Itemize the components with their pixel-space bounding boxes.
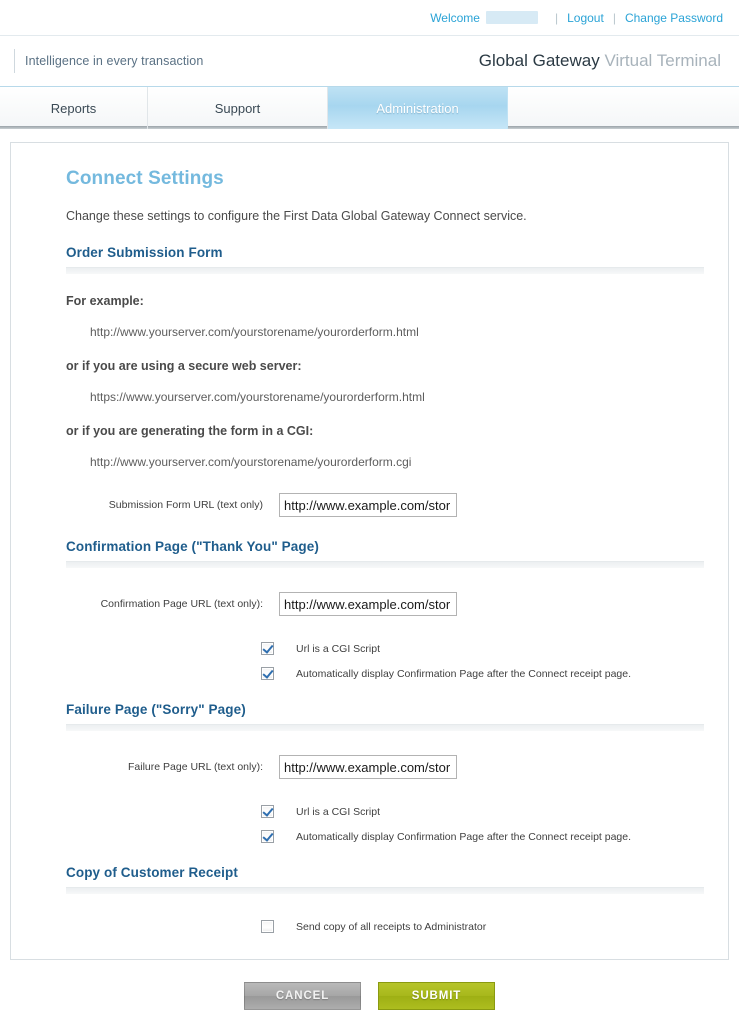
confirmation-page-url-label: Confirmation Page URL (text only): xyxy=(100,598,263,610)
order-submission-lead-2: or if you are using a secure web server: xyxy=(66,359,302,373)
tab-support[interactable] xyxy=(148,87,328,129)
tabbar-filler xyxy=(508,87,739,129)
order-submission-lead-1: For example: xyxy=(66,294,144,308)
section-divider-failure-page xyxy=(66,724,704,731)
failure-page-url-label: Failure Page URL (text only): xyxy=(128,761,263,773)
utility-separator-2: | xyxy=(612,10,616,25)
tagline: Intelligence in every transaction xyxy=(25,54,204,68)
section-heading-order-submission: Order Submission Form xyxy=(66,245,223,260)
product-name-primary: Global Gateway xyxy=(478,51,600,70)
section-heading-failure-page: Failure Page ("Sorry" Page) xyxy=(66,702,246,717)
utility-separator-1: | xyxy=(554,10,559,25)
failure-cgi-script-row[interactable] xyxy=(35,805,704,818)
product-name-secondary: Virtual Terminal xyxy=(604,51,721,70)
page-description: Change these settings to configure the First Data Global Gateway Connect service. xyxy=(66,209,527,223)
section-divider-customer-receipt xyxy=(66,887,704,894)
order-submission-example-1: http://www.yourserver.com/yourstorename/yourorderform.html xyxy=(90,325,419,339)
tab-administration[interactable] xyxy=(328,87,508,129)
tab-support-label: Support xyxy=(214,100,261,116)
confirmation-auto-display-row[interactable] xyxy=(35,667,704,680)
confirmation-cgi-script-row[interactable] xyxy=(35,642,704,655)
send-copy-receipts-checkbox[interactable] xyxy=(261,920,274,933)
logout-link[interactable]: Logout xyxy=(567,10,604,25)
confirmation-cgi-script-label: Url is a CGI Script xyxy=(296,642,381,655)
section-divider-confirmation-page xyxy=(66,561,704,568)
form-actions xyxy=(0,982,739,1010)
section-heading-confirmation-page: Confirmation Page ("Thank You" Page) xyxy=(66,539,319,554)
submit-button[interactable]: SUBMIT xyxy=(378,982,495,1010)
product-lockup xyxy=(479,51,721,71)
cancel-button[interactable]: CANCEL xyxy=(244,982,361,1010)
confirmation-auto-display-label: Automatically display Confirmation Page after the Connect receipt page. xyxy=(296,667,632,680)
welcome-label: Welcome xyxy=(430,10,480,25)
failure-auto-display-checkbox[interactable] xyxy=(261,830,274,843)
section-divider-order-submission xyxy=(66,267,704,274)
change-password-link[interactable]: Change Password xyxy=(624,10,723,25)
order-submission-example-3: http://www.yourserver.com/yourstorename/yourorderform.cgi xyxy=(90,455,412,469)
section-heading-customer-receipt: Copy of Customer Receipt xyxy=(66,865,238,880)
main-tabbar xyxy=(0,86,739,129)
send-copy-receipts-row[interactable] xyxy=(35,920,704,933)
utility-bar xyxy=(0,0,739,35)
failure-auto-display-row[interactable] xyxy=(35,830,704,843)
brand-band xyxy=(0,35,739,86)
failure-auto-display-label: Automatically display Confirmation Page after the Connect receipt page. xyxy=(296,830,632,843)
page-title: Connect Settings xyxy=(66,168,224,189)
tab-reports[interactable] xyxy=(0,87,148,129)
confirmation-page-url-input[interactable] xyxy=(279,592,457,616)
send-copy-receipts-label: Send copy of all receipts to Administrator xyxy=(296,920,487,933)
tagline-group xyxy=(14,48,203,74)
order-submission-example-2: https://www.yourserver.com/yourstorename/yourorderform.html xyxy=(90,390,425,404)
submission-form-url-label: Submission Form URL (text only) xyxy=(108,499,263,511)
tagline-divider xyxy=(14,49,15,73)
failure-cgi-script-checkbox[interactable] xyxy=(261,805,274,818)
failure-page-url-row xyxy=(35,755,704,779)
content-panel xyxy=(10,142,729,960)
failure-page-url-input[interactable] xyxy=(279,755,457,779)
submission-form-url-input[interactable] xyxy=(279,493,457,517)
tab-reports-label: Reports xyxy=(50,100,97,116)
order-submission-lead-3: or if you are generating the form in a CGI: xyxy=(66,424,314,438)
confirmation-auto-display-checkbox[interactable] xyxy=(261,667,274,680)
confirmation-cgi-script-checkbox[interactable] xyxy=(261,642,274,655)
failure-cgi-script-label: Url is a CGI Script xyxy=(296,805,381,818)
username-redacted xyxy=(486,11,538,24)
confirmation-page-url-row xyxy=(35,592,704,616)
tab-administration-label: Administration xyxy=(376,100,459,116)
submission-form-url-row xyxy=(35,493,704,517)
page-wrap xyxy=(0,129,739,960)
